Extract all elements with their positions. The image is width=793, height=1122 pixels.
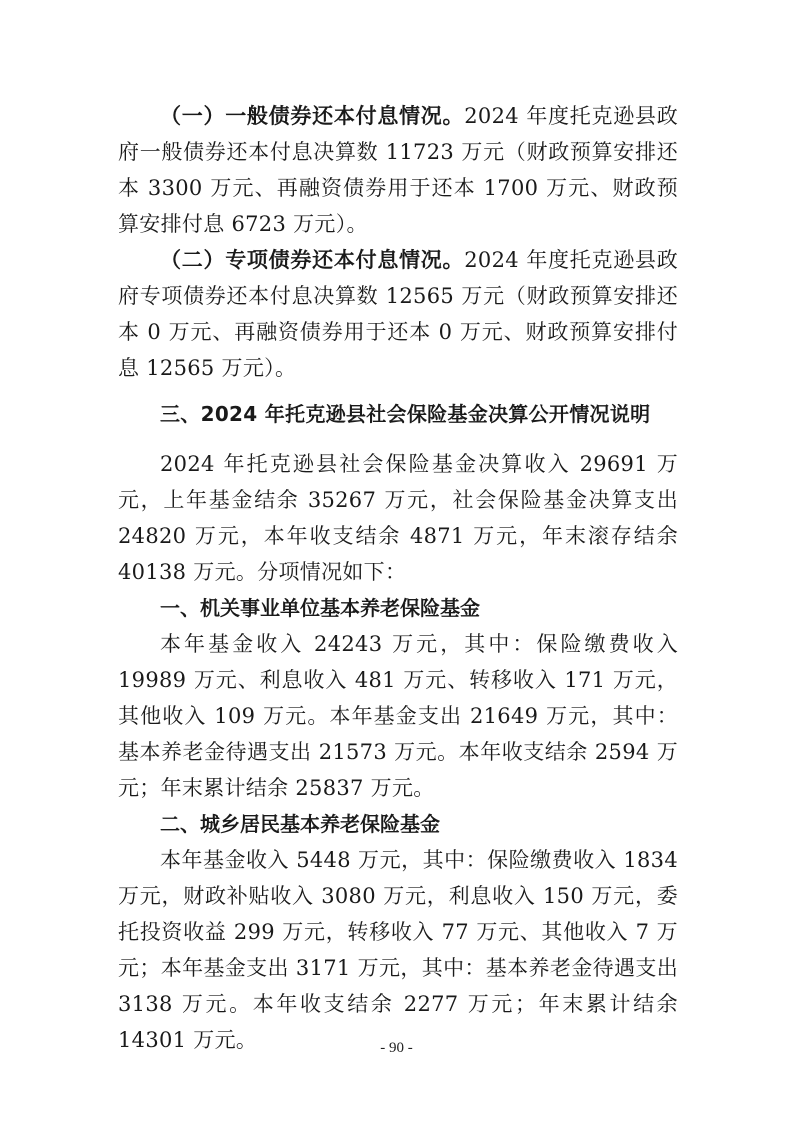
special-bond-heading: （二）专项债券还本付息情况。 xyxy=(160,248,465,272)
document-page xyxy=(118,98,678,1058)
fund-1-title: 一、机关事业单位基本养老保险基金 xyxy=(160,596,480,620)
page-number: - 90 - xyxy=(380,1040,413,1056)
fund-2-title: 二、城乡居民基本养老保险基金 xyxy=(160,812,440,836)
spacer xyxy=(118,432,678,446)
special-bond-paragraph xyxy=(118,242,678,386)
general-bond-heading: （一）一般债券还本付息情况。 xyxy=(160,104,465,128)
general-bond-text: 2024 年度托克逊县政府一般债券还本付息决算数 11723 万元（财政预算安排还本 3300 万元、再融资债券用于还本 1700 万元、财政预算安排付息 6723 万元）。 xyxy=(118,104,679,236)
fund-2-text: 本年基金收入 5448 万元，其中：保险缴费收入 1834 万元，财政补贴收入 3080 万元，利息收入 150 万元，委托投资收益 299 万元，转移收入 77 万元、其他收入 7 万元；本年基金支出 3171 万元，其中：基本养老金待遇支出 3138 万元。本年收支结余 2277 万元；年末累计结余 14301 万元。 xyxy=(118,848,678,1052)
spacer xyxy=(118,386,678,396)
section-3-title: 三、2024 年托克逊县社会保险基金决算公开情况说明 xyxy=(160,402,651,426)
section-3-summary: 2024 年托克逊县社会保险基金决算收入 29691 万元，上年基金结余 35267 万元，社会保险基金决算支出 24820 万元，本年收支结余 4871 万元，年末滚存结余 40138 万元。分项情况如下： xyxy=(118,452,678,584)
special-bond-text: 2024 年度托克逊县政府专项债券还本付息决算数 12565 万元（财政预算安排还本 0 万元、再融资债券用于还本 0 万元、财政预算安排付息 12565 万元）。 xyxy=(118,248,679,380)
fund-1-text: 本年基金收入 24243 万元，其中：保险缴费收入 19989 万元、利息收入 481 万元、转移收入 171 万元，其他收入 109 万元。本年基金支出 21649 万元，其中：基本养老金待遇支出 21573 万元。本年收支结余 2594 万元；年末累计结余 25837 万元。 xyxy=(118,632,678,800)
general-bond-paragraph xyxy=(118,98,678,242)
